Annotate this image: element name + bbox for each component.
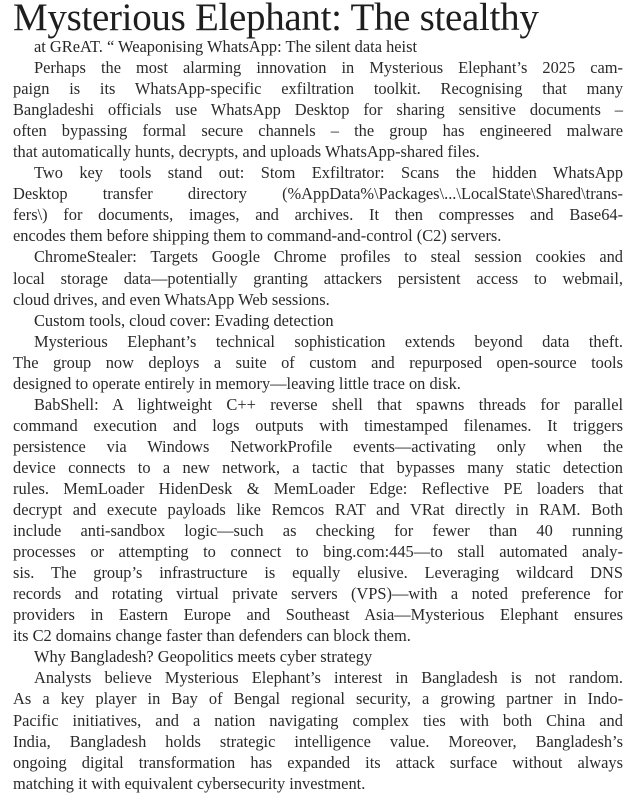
body-text-line: rules. MemLoader HidenDesk & MemLoader Edge: Reflective PE loaders that [13,478,624,498]
body-text-line: Bangladeshi officials use WhatsApp Desktop for sharing sensitive documents – [13,100,623,120]
body-text-line: paign is its WhatsApp-specific exfiltration toolkit. Recognising that many [13,79,624,99]
body-text-line: Mysterious Elephant’s technical sophistication extends beyond data theft. [34,331,623,351]
body-text-line: device connects to a new network, a tactic that bypasses many static detection [13,457,623,477]
body-text-line: cloud drives, and even WhatsApp Web sessions. [13,289,330,309]
article-body [13,36,623,794]
section-subhead: Custom tools, cloud cover: Evading detection [34,310,334,330]
body-text-line: command execution and logs outputs with timestamped filenames. It triggers [13,415,624,435]
body-text-line: include anti-sandbox logic—such as checking for fewer than 40 running [13,521,623,541]
body-text-line: persistence via Windows NetworkProfile events—activating only when the [13,436,624,456]
body-text-line: Analysts believe Mysterious Elephant’s interest in Bangladesh is not random. [34,668,624,688]
body-text-line: Desktop transfer directory (%AppData%\Packages\...\LocalState\Shared\trans- [13,184,623,204]
body-text-line: BabShell: A lightweight C++ reverse shell that spawns threads for parallel [34,394,624,414]
body-text-line: encodes them before shipping them to command-and-control (C2) servers. [13,226,502,246]
body-text-line: ongoing digital transformation has expanded its attack surface without always [13,752,623,772]
body-text-line: records and rotating virtual private servers (VPS)—with a noted preference for [13,584,624,604]
body-text-line: designed to operate entirely in memory—leaving little trace on disk. [13,373,461,393]
body-text-line: Two key tools stand out: Stom Exfiltrator: Scans the hidden WhatsApp [34,163,624,183]
body-text-line: India, Bangladesh holds strategic intelligence value. Moreover, Bangladesh’s [13,731,623,751]
body-text-line: fers\) for documents, images, and archives. It then compresses and Base64- [13,205,624,225]
body-text-line: ChromeStealer: Targets Google Chrome profiles to steal session cookies and [34,247,624,267]
body-text-line: matching it with equivalent cybersecurity investment. [13,773,366,793]
body-text-line: The group now deploys a suite of custom and repurposed open-source tools [13,352,623,372]
body-text-line: its C2 domains change faster than defenders can block them. [13,626,411,646]
body-text-line: Perhaps the most alarming innovation in Mysterious Elephant’s 2025 cam- [34,58,623,78]
section-subhead: Why Bangladesh? Geopolitics meets cyber strategy [34,647,373,667]
body-text-line: Pacific initiatives, and a nation navigating complex ties with both China and [13,710,623,730]
body-text-line: processes or attempting to connect to bing.com:445—to stall automated analy- [13,542,623,562]
body-text-line: that automatically hunts, decrypts, and uploads WhatsApp-shared files. [13,142,480,162]
body-text-line: providers in Eastern Europe and Southeast Asia—Mysterious Elephant ensures [13,605,624,625]
body-text-line: often bypassing formal secure channels – the group has engineered malware [13,121,624,141]
body-text-line: decrypt and execute payloads like Remcos RAT and VRat directly in RAM. Both [13,500,623,520]
body-text-line: As a key player in Bay of Bengal regional security, a growing partner in Indo- [13,689,624,709]
body-text-line: local storage data—potentially granting attackers persistent access to webmail, [13,268,624,288]
headline: Mysterious Elephant: The stealthy [13,0,539,39]
section-subhead: at GReAT. “ Weaponising WhatsApp: The silent data heist [34,37,418,56]
body-text-line: sis. The group’s infrastructure is equally elusive. Leveraging wildcard DNS [13,563,623,583]
